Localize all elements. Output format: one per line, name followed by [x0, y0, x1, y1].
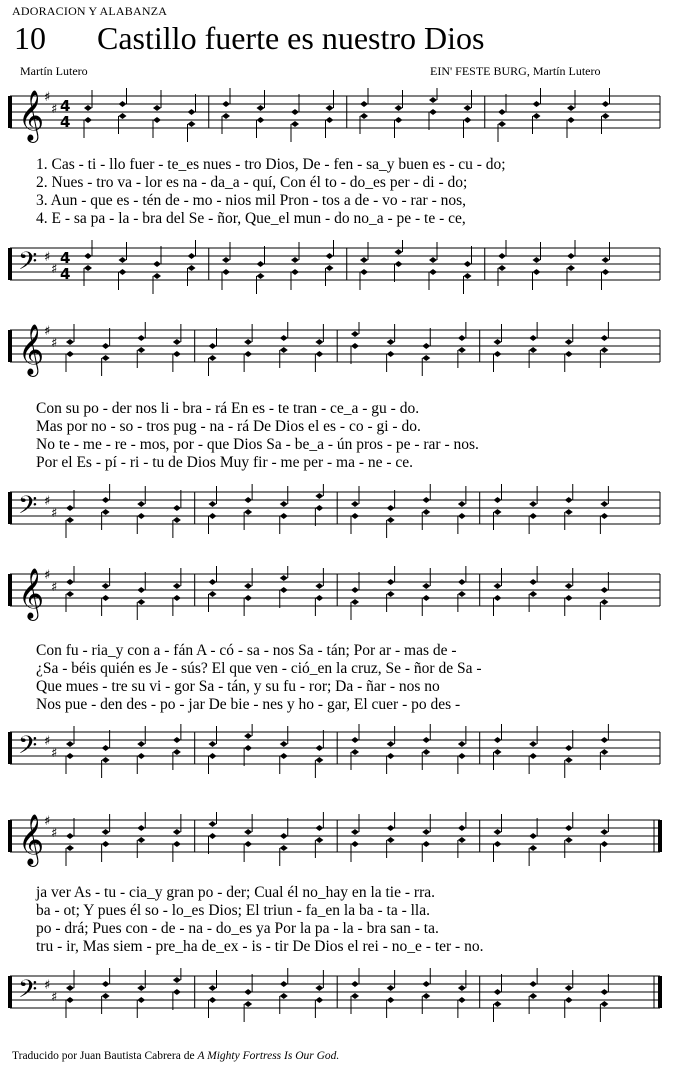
- lyric-line-3-1: Con fu - ria_y con a - fán A - có - sa - nos Sa - tán; Por ar - mas de -: [36, 642, 457, 659]
- sharp-icon: ♯: [44, 814, 51, 829]
- svg-text:4: 4: [60, 97, 71, 115]
- treble-clef-icon: 𝄞: [18, 90, 45, 141]
- sharp-icon: ♯: [51, 336, 58, 351]
- sharp-icon: ♯: [44, 568, 51, 583]
- sharp-icon: ♯: [44, 90, 51, 105]
- hymn-number: 10: [14, 20, 46, 56]
- treble-staff-1: [0, 88, 673, 148]
- lyric-line-3-4: Nos pue - den des - po - jar De bie - nes y ho - gar, El cuer - po des -: [36, 696, 461, 713]
- treble-staff-3: [0, 566, 673, 626]
- lyric-line-3-3: Que mues - tre su vi - gor Sa - tán, y su fu - ror; Da - ñar - nos no: [36, 678, 440, 695]
- svg-text:4: 4: [60, 249, 71, 267]
- treble-staff-4: [0, 812, 673, 872]
- bass-clef-icon: 𝄢: [18, 975, 38, 1010]
- credit-source: A Mighty Fortress Is Our God.: [197, 1050, 340, 1062]
- sharp-icon: ♯: [51, 746, 58, 761]
- lyric-line-2-2: Mas por no - so - tros pug - na - rá De Dios el es - co - gi - do.: [36, 418, 421, 435]
- sharp-icon: ♯: [44, 324, 51, 339]
- hymn-title: Castillo fuerte es nuestro Dios: [97, 20, 485, 56]
- bass-staff-2: [0, 484, 673, 544]
- bass-staff-4: [0, 968, 673, 1028]
- bass-staff-3: [0, 724, 673, 784]
- sharp-icon: ♯: [51, 506, 58, 521]
- treble-clef-icon: 𝄞: [18, 814, 45, 865]
- sharp-icon: ♯: [51, 826, 58, 841]
- lyric-line-1-2: 2. Nues - tro va - lor es na - da_a - quí, Con él to - do_es per - di - do;: [36, 174, 468, 191]
- lyricist: Martín Lutero: [20, 64, 88, 78]
- lyric-line-1-1: 1. Cas - ti - llo fuer - te_es nues - tro Dios, De - fen - sa_y buen es - cu - do;: [36, 156, 506, 173]
- sharp-icon: ♯: [44, 494, 51, 509]
- lyric-line-1-3: 3. Aun - que es - tén de - mo - nios mil Pron - tos a de - vo - rar - nos,: [36, 192, 467, 209]
- sharp-icon: ♯: [51, 990, 58, 1005]
- bass-clef-icon: 𝄢: [18, 247, 38, 282]
- sharp-icon: ♯: [44, 250, 51, 265]
- tune-name: EIN' FESTE BURG, Martín Lutero: [430, 64, 601, 78]
- sharp-icon: ♯: [51, 102, 58, 117]
- sharp-icon: ♯: [44, 734, 51, 749]
- lyric-line-2-3: No te - me - re - mos, por - que Dios Sa - be_a - ún pros - pe - rar - nos.: [36, 436, 479, 453]
- sharp-icon: ♯: [44, 978, 51, 993]
- lyric-line-4-3: po - drá; Pues con - de - na - do_es ya Por la pa - la - bra san - ta.: [36, 920, 439, 937]
- lyric-line-2-4: Por el Es - pí - ri - tu de Dios Muy fir - me per - ma - ne - ce.: [36, 454, 414, 471]
- treble-clef-icon: 𝄞: [18, 568, 45, 619]
- credit-prefix: Traducido por Juan Bautista Cabrera de: [12, 1050, 198, 1062]
- svg-text:4: 4: [60, 113, 71, 131]
- sharp-icon: ♯: [51, 262, 58, 277]
- treble-staff-2: [0, 322, 673, 382]
- treble-clef-icon: 𝄞: [18, 324, 45, 375]
- lyric-line-3-2: ¿Sa - béis quién es Je - sús? El que ven - ció_en la cruz, Se - ñor de Sa -: [36, 660, 482, 677]
- bass-staff-1: [0, 240, 673, 300]
- sharp-icon: ♯: [51, 580, 58, 595]
- lyric-line-4-1: ja ver As - tu - cia_y gran po - der; Cual él no_hay en la tie - rra.: [36, 884, 435, 901]
- bass-clef-icon: 𝄢: [18, 491, 38, 526]
- section-heading: ADORACION Y ALABANZA: [12, 4, 168, 18]
- lyric-line-1-4: 4. E - sa pa - la - bra del Se - ñor, Que_el mun - do no_a - pe - te - ce,: [36, 210, 466, 227]
- lyric-line-2-1: Con su po - der nos li - bra - rá En es - te tran - ce_a - gu - do.: [36, 400, 420, 417]
- lyric-line-4-4: tru - ir, Mas siem - pre_ha de_ex - is - tir De Dios el rei - no_e - ter - no.: [36, 938, 484, 955]
- svg-text:4: 4: [60, 265, 71, 283]
- lyric-line-4-2: ba - ot; Y pues él so - lo_es Dios; El triun - fa_en la ba - ta - lla.: [36, 902, 430, 919]
- translation-credit: [12, 1050, 339, 1062]
- bass-clef-icon: 𝄢: [18, 731, 38, 766]
